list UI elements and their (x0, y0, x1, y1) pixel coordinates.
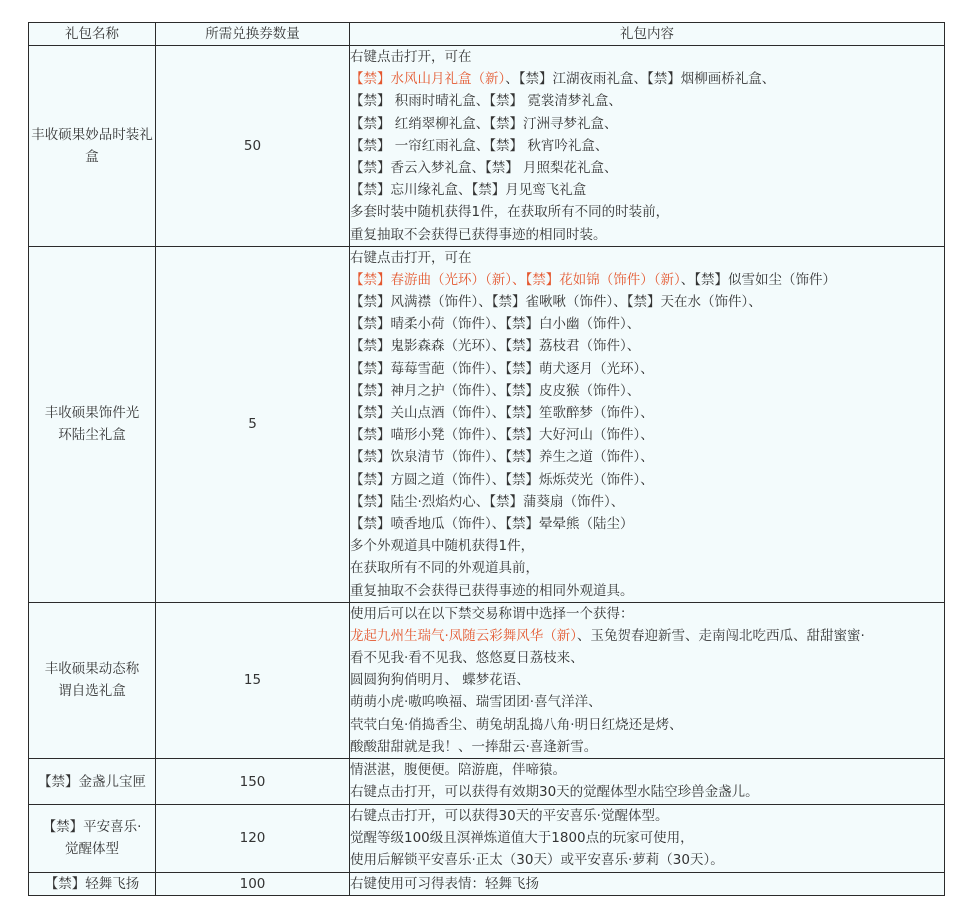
content-line (350, 491, 944, 513)
content-text: 使用后可以在以下禁交易称谓中选择一个获得： (350, 605, 634, 622)
pack-name-cell: 丰收硕果动态称谓自选礼盒 (29, 602, 156, 758)
header-pack-name: 礼包名称 (29, 23, 156, 46)
content-line (350, 805, 944, 827)
content-line (350, 157, 944, 179)
pack-content-cell (350, 602, 945, 758)
content-line (350, 781, 944, 803)
header-voucher-count: 所需兑换券数量 (156, 23, 350, 46)
content-line (350, 46, 944, 68)
content-text: 【禁】鬼影森森（光环）、【禁】荔枝君（饰件）、 (350, 338, 641, 355)
content-text: 、【禁】似雪如尘（饰件） (680, 271, 836, 288)
content-line (350, 580, 944, 602)
content-text: 【禁】 一帘红雨礼盒、【禁】 秋宵吟礼盒、 (350, 137, 609, 154)
content-text: 萌萌小虎·嗷呜唤福、瑞雪团团·喜气洋洋、 (350, 694, 602, 711)
content-text: 【禁】神月之护（饰件）、【禁】皮皮猴（饰件）、 (350, 382, 641, 399)
content-line (350, 68, 944, 90)
content-text: 在获取所有不同的外观道具前， (350, 560, 539, 577)
pack-content-cell (350, 246, 945, 602)
content-text: 圆圆狗狗俏明月、 蝶梦花语、 (350, 672, 530, 689)
content-text: 多个外观道具中随机获得1件， (350, 538, 535, 555)
content-text: 【禁】饮泉清节（饰件）、【禁】养生之道（饰件）、 (350, 449, 654, 466)
content-line (350, 603, 944, 625)
table-row (29, 246, 945, 602)
content-line (350, 201, 944, 223)
content-text: 重复抽取不会获得已获得事迹的相同外观道具。 (350, 582, 634, 599)
content-text: 【禁】晴柔小荷（饰件）、【禁】白小幽（饰件）、 (350, 316, 641, 333)
content-text: 右键点击打开，可在 (350, 249, 472, 266)
voucher-count-cell: 15 (156, 602, 350, 758)
content-line (350, 90, 944, 112)
content-line (350, 358, 944, 380)
voucher-count-cell: 50 (156, 46, 350, 247)
content-line (350, 647, 944, 669)
content-text: 【禁】关山点酒（饰件）、【禁】笙歌醉梦（饰件）、 (350, 405, 654, 421)
pack-content-cell (350, 872, 945, 895)
header-pack-content: 礼包内容 (350, 23, 945, 46)
content-line (350, 691, 944, 713)
content-text: 【禁】喵形小凳（饰件）、【禁】大好河山（饰件）、 (350, 427, 654, 444)
content-text: 【禁】陆尘·烈焰灼心、【禁】蒲葵扇（饰件）、 (350, 493, 625, 510)
content-line (350, 135, 944, 157)
pack-content-cell (350, 805, 945, 873)
content-text: 【禁】香云入梦礼盒、【禁】 月照梨花礼盒、 (350, 159, 618, 176)
content-line (350, 247, 944, 269)
content-text: 重复抽取不会获得已获得事迹的相同时装。 (350, 226, 607, 243)
table-row (29, 46, 945, 247)
content-line (350, 313, 944, 335)
content-text: 【禁】 积雨时晴礼盒、【禁】 霓裳清梦礼盒、 (350, 93, 622, 110)
content-text: 多套时装中随机获得1件，在获取所有不同的时装前， (350, 204, 670, 221)
content-text: 觉醒等级100级且溟禅炼道值大于1800点的玩家可使用， (350, 830, 694, 847)
content-line (350, 827, 944, 849)
content-text: 【禁】 红绡翠柳礼盒、【禁】汀洲寻梦礼盒、 (350, 115, 618, 132)
highlighted-new-item: 【禁】水风山月礼盒（新） (350, 71, 506, 88)
content-line (350, 513, 944, 535)
pack-name-cell: 丰收硕果饰件光环陆尘礼盒 (29, 246, 156, 602)
pack-name-cell: 【禁】金盏儿宝匣 (29, 759, 156, 805)
content-line (350, 736, 944, 758)
content-line (350, 113, 944, 135)
content-text: 情湛湛，腹便便。陪游鹿，伴啼猿。 (350, 762, 566, 778)
content-line (350, 424, 944, 446)
highlighted-new-item: 【禁】春游曲（光环）（新）、【禁】花如锦（饰件）（新） (350, 271, 681, 288)
voucher-count-cell: 5 (156, 246, 350, 602)
content-text: 看不见我·看不见我、悠悠夏日荔枝来、 (350, 650, 584, 667)
table-row (29, 805, 945, 873)
content-line (350, 849, 944, 871)
content-text: 【禁】喷香地瓜（饰件）、【禁】晕晕熊（陆尘） (350, 515, 634, 532)
pack-name-cell: 丰收硕果妙品时装礼盒 (29, 46, 156, 247)
content-line (350, 669, 944, 691)
voucher-count-cell: 150 (156, 759, 350, 805)
content-line (350, 380, 944, 402)
voucher-count-cell: 120 (156, 805, 350, 873)
pack-content-cell (350, 46, 945, 247)
content-line (350, 179, 944, 201)
content-line (350, 402, 944, 424)
table-row (29, 872, 945, 895)
gift-pack-table (28, 22, 945, 896)
table-row (29, 759, 945, 805)
content-text: 【禁】方圆之道（饰件）、【禁】烁烁荧光（饰件）、 (350, 471, 654, 488)
content-line (350, 446, 944, 468)
content-text: 右键点击打开，可在 (350, 49, 472, 65)
content-line (350, 625, 944, 647)
content-text: 使用后解锁平安喜乐·正太（30天）或平安喜乐·萝莉（30天）。 (350, 852, 724, 869)
content-line (350, 873, 944, 895)
pack-name-cell: 【禁】轻舞飞扬 (29, 872, 156, 895)
content-text: 右键使用可习得表情：轻舞飞扬 (350, 875, 539, 892)
highlighted-new-item: 龙起九州生瑞气·凤随云彩舞风华（新） (350, 627, 578, 644)
content-text: 【禁】忘川缘礼盒、【禁】月见鸾飞礼盒 (350, 182, 587, 199)
content-text: 【禁】风满襟（饰件）、【禁】雀啾啾（饰件）、【禁】天在水（饰件）、 (350, 294, 762, 311)
table-header-row (29, 23, 945, 46)
content-line (350, 557, 944, 579)
content-text: 右键点击打开，可以获得有效期30天的觉醒体型水陆空珍兽金盏儿。 (350, 784, 759, 801)
content-line (350, 759, 944, 781)
content-text: 茕茕白兔·俏捣香尘、萌兔胡乱捣八角·明日红烧还是烤、 (350, 716, 683, 733)
content-line (350, 269, 944, 291)
content-text: 、【禁】江湖夜雨礼盒、【禁】烟柳画桥礼盒、 (505, 71, 776, 88)
content-line (350, 469, 944, 491)
content-text: 【禁】莓莓雪葩（饰件）、【禁】萌犬逐月（光环）、 (350, 360, 654, 377)
content-line (350, 535, 944, 557)
content-text: 酸酸甜甜就是我！、一捧甜云·喜逢新雪。 (350, 738, 598, 755)
pack-name-cell: 【禁】平安喜乐·觉醒体型 (29, 805, 156, 873)
table-row (29, 602, 945, 758)
content-line (350, 224, 944, 246)
content-text: 、玉兔贺春迎新雪、走南闯北吃西瓜、甜甜蜜蜜· (577, 627, 865, 644)
content-text: 右键点击打开，可以获得30天的平安喜乐·觉醒体型。 (350, 808, 669, 824)
content-line (350, 714, 944, 736)
content-line (350, 335, 944, 357)
content-line (350, 291, 944, 313)
voucher-count-cell: 100 (156, 872, 350, 895)
pack-content-cell (350, 759, 945, 805)
